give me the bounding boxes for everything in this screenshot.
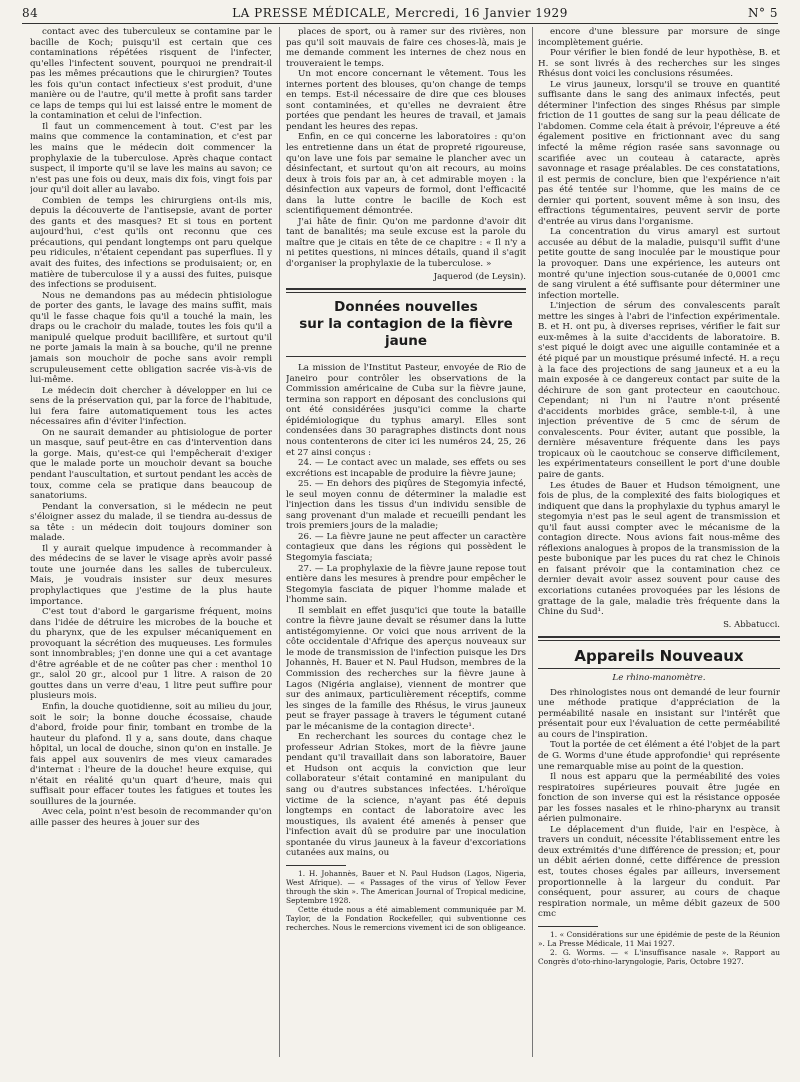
paragraph: 24. — Le contact avec un malade, ses effets ou ses excrétions est incapable de produire la fièvre jaune;	[286, 458, 526, 479]
footnote: 1. « Considérations sur une épidémie de peste de la Réunion ». La Presse Médicale, 11 Mai 1927.	[538, 929, 780, 948]
paragraph: Pour vérifier le bien fondé de leur hypothèse, B. et H. se sont livrés à des recherches sur les singes Rhésus dont voici les conclusions résumées.	[538, 48, 780, 80]
paragraph: Le déplacement d'un fluide, l'air en l'espèce, à travers un conduit, nécessite l'établissement entre les deux extrémités d'une différence de pression; et, pour un débit aérien donné, cette différence de pression est, toutes choses égales par ailleurs, inversement proportionnelle à la largeur du conduit. Par conséquent, pour assurer, au cours de chaque respiration normale, un même débit gazeux de 500 cmc	[538, 824, 780, 920]
paragraph: Il y aurait quelque impudence à recommander à des médecins de se laver le visage après avoir passé toute une journée dans les salles de tuberculeux. Mais, je voudrais insister sur deux mesures prophylactiques que j'estime de la plus haute importance.	[30, 543, 272, 607]
page-number: 84	[22, 6, 39, 20]
paragraph: Il semblait en effet jusqu'ici que toute la bataille contre la fièvre jaune devait se résumer dans la lutte antistégomyienne. Or voici que nous arrivent de la côte occidentale d'Afrique des aperçus nouveaux sur le mode de transmission de l'infection puisque les Drs Johannès, H. Bauer et N. Paul Hudson, membres de la Commission des recherches sur la fièvre jaune à Lagos (Nigéria anglaise), viennent de montrer que sur des animaux, particulièrement réceptifs, comme les singes de la famille des Rhésus, le virus jauneux peut se frayer passage à travers le tégument cutané par le mécanisme de la contagion directe¹.	[286, 605, 526, 732]
paragraph: 26. — La fièvre jaune ne peut affecter un caractère contagieux que dans les régions qui possèdent le Stegomyia fasciata;	[286, 531, 526, 563]
section-title	[286, 299, 526, 350]
section-rule	[286, 356, 526, 357]
section-subheading: Le rhino-manomètre.	[612, 673, 706, 684]
paragraph: Tout la portée de cet élément a été l'objet de la part de G. Worms d'une étude approfondie¹ qui représente une remarquable mise au point de la question.	[538, 740, 780, 772]
journal-running-title: LA PRESSE MÉDICALE, Mercredi, 16 Janvier 1929	[232, 6, 568, 20]
paragraph: Les études de Bauer et Hudson témoignent, une fois de plus, de la complexité des faits biologiques et indiquent que dans la prophylaxie du typhus amaryl le stegomyia n'est pas le seul agent de transmission et qu'il faut aussi compter avec le mécanisme de la contagion directe. Nous avions fait nous-même des réflexions analogues à propos de la transmission de la peste bubonique par les puces du rat chez le Chinois en faisant prévoir que la contamination chez ce dernier devait avoir assez souvent pour cause des excoriations cutanées provoquées par les lésions de grattage de la gale, maladie très fréquente dans la Chine du Sud¹.	[538, 480, 780, 618]
paragraph: places de sport, ou à ramer sur des rivières, non pas qu'il soit mauvais de faire ces choses-là, mais je me demande comment les internes de chez nous en trouveraient le temps.	[286, 27, 526, 69]
section-rule	[538, 636, 780, 638]
section-rule	[538, 668, 780, 669]
paragraph: J'ai hâte de finir. Qu'on me pardonne d'avoir dit tant de banalités; ma seule excuse est la parole du maître que je citais en tête de ce chapitre : « Il n'y a ni petites questions, ni minces détails, quand il s'agit d'organiser la prophylaxie de la tuberculose. »	[286, 216, 526, 270]
paragraph: L'injection de sérum des convalescents paraît mettre les singes à l'abri de l'infection expérimentale. B. et H. ont pu, à diverses reprises, vérifier le fait sur eux-mêmes à la suite d'accidents de laboratoire. B. s'est piqué le doigt avec une aiguille contaminée et a été piqué par un moustique présumé infecté. H. a reçu à la face des projections de sang jauneux et a eu la main exposée à ce dangereux contact par suite de la déchirure de son gant protecteur en caoutchouc. Cependant; ni l'un ni l'autre n'ont présenté d'accidents morbides grâce, semble-t-il, à une injection préventive de 5 cmc de sérum de convalescents. Pour éviter, autant que possible, la dernière mésaventure fréquente dans les pays tropicaux où le caoutchouc se conserve difficilement, les expérimentateurs conseillent le port d'une double paire de gants.	[538, 301, 780, 480]
section-rule	[286, 292, 526, 293]
paragraph: Un mot encore concernant le vêtement. Tous les internes portent des blouses, qu'on change de temps en temps. Est-il nécessaire de dire que ces blouses sont contaminées, et qu'elles ne devraient être portées que pendant les heures de travail, et jamais pendant les heures des repas.	[286, 69, 526, 132]
paragraph: C'est tout d'abord le gargarisme fréquent, moins dans l'idée de détruire les microbes de la bouche et du pharynx, que de les expulser mécaniquement en provoquant la sécrétion des muqueuses. Les formules sont innombrables; j'en donne une qui a cet avantage d'être agréable et de ne coûter pas cher : menthol 10 gr., salol 20 gr., alcool pur 1 litre. A raison de 20 gouttes dans un verre d'eau, 1 litre peut suffire pour plusieurs mois.	[30, 607, 272, 702]
footnote: Cette étude nous a été aimablement communiquée par M. Taylor, de la Fondation Rockefeller, qui subventionne ces recherches. Nous le remercions vivement ici de son obligeance.	[286, 904, 526, 932]
paragraph: Des rhinologistes nous ont demandé de leur fournir une méthode pratique d'appréciation de la perméabilité nasale en insistant sur l'intérêt que présentait pour eux l'évaluation de cette perméabilité au cours de l'inspiration.	[538, 687, 780, 740]
footnote-separator	[286, 865, 346, 866]
section-title-line: Données nouvelles	[334, 299, 478, 316]
paragraph: Le virus jauneux, lorsqu'il se trouve en quantité suffisante dans le sang des animaux infectés, peut déterminer l'infection des singes Rhésus par simple friction de 11 gouttes de sang sur la peau délicate de l'abdomen. Comme cela était à prévoir, l'épreuve a été également positive en frictionnant avec du sang infecté la même région rasée sans savonnage ou scarifiée avec un couteau à cataracte, après savonnage et rasage préalables. De ces constatations, il est permis de conclure, bien que l'expérience n'ait pas été tentée sur l'homme, que les mains de ce dernier qui portent, souvent même à son insu, des effractions tégumentaires, peuvent servir de porte d'entrée au virus dans l'organisme.	[538, 79, 780, 227]
footnote-separator	[538, 926, 598, 927]
footnote: 1. H. Johannès, Bauer et N. Paul Hudson (Lagos, Nigeria, West Afrique). — « Passages of the virus of Yellow Fever through the skin ». The American Journal of Tropical medicine, Septembre 1928.	[286, 868, 526, 905]
paragraph: Combien de temps les chirurgiens ont-ils mis, depuis la découverte de l'antisepsie, avant de porter des gants et des masques? Et si tous en portent aujourd'hui, c'est qu'ils ont reconnu que ces précautions, qui pendant longtemps ont paru quelque peu ridicules, n'étaient cependant pas superflues. Il y avait des fuites, des infections se produisaient; or, en matière de tuberculose il y a aussi des fuites, puisque des infections se produisent.	[30, 195, 272, 291]
header-rule	[22, 23, 778, 24]
section-rule	[538, 640, 780, 641]
article-signature: S. Abbatucci.	[723, 619, 780, 630]
paragraph: La concentration du virus amaryl est surtout accusée au début de la maladie, puisqu'il suffit d'une petite goutte de sang inoculée par le moustique pour la provoquer. Dans une expérience, les auteurs ont montré qu'une injection sous-cutanée de 0,0001 cmc de sang virulent a été suffisante pour déterminer une infection mortelle.	[538, 227, 780, 301]
paragraph: En recherchant les sources du contage chez le professeur Adrian Stokes, mort de la fièvre jaune pendant qu'il travaillait dans son laboratoire, Bauer et Hudson ont acquis la conviction que leur collaborateur s'était contaminé en manipulant du sang ou d'autres substances infectées. L'héroïque victime de la science, n'ayant pas été depuis longtemps en contact de laboratoire avec les moustiques, ils avaient été amenés à penser que l'infection avait dû se produire par une inoculation spontanée du virus jauneux à la faveur d'excoriations cutanées aux mains, ou	[286, 732, 526, 859]
paragraph: Avec cela, point n'est besoin de recommander qu'on aille passer des heures à jouer sur des	[30, 807, 272, 829]
section-title: Appareils Nouveaux	[574, 647, 744, 666]
paragraph: Il nous est apparu que la perméabilité des voies respiratoires supérieures pouvait être jugée en fonction de son inverse qui est la résistance opposée par les fosses nasales et le rhino-pharynx au transit aérien pulmonaire.	[538, 772, 780, 825]
paragraph: On ne saurait demander au phtisiologue de porter un masque, sauf peut-être en cas d'intervention dans la gorge. Mais, qu'est-ce qui l'empêcherait d'exiger que le malade porte un mouchoir devant sa bouche pendant l'auscultation, et surtout pendant les accès de toux, comme cela se pratique dans beaucoup de sanatoriums.	[30, 427, 272, 502]
column-divider	[279, 27, 280, 1057]
section-rule	[286, 288, 526, 290]
paragraph: 25. — En dehors des piqûres de Stegomyia infecté, le seul moyen connu de déterminer la maladie est l'injection dans les tissus d'un individu sensible de sang provenant d'un malade et recueilli pendant les trois premiers jours de la maladie;	[286, 479, 526, 532]
paragraph: 27. — La prophylaxie de la fièvre jaune repose tout entière dans les mesures à prendre pour empêcher le Stegomyia fasciata de piquer l'homme malade et l'homme sain.	[286, 563, 526, 606]
paragraph: Pendant la conversation, si le médecin ne peut s'éloigner assez du malade, il se tiendra au-dessus de sa tête : un médecin doit toujours dominer son malade.	[30, 501, 272, 544]
paragraph: La mission de l'Institut Pasteur, envoyée de Rio de Janeiro pour contrôler les observations de la Commission américaine de Cuba sur la fièvre jaune, termina son rapport en déposant des conclusions qui ont été considérées jusqu'ici comme la charte épidémiologique du typhus amaryl. Elles sont condensées dans 30 paragraphes distincts dont nous nous contenterons de citer ici les numéros 24, 25, 26 et 27 ainsi conçus :	[286, 363, 526, 458]
paragraph: encore d'une blessure par morsure de singe incomplètement guérie.	[538, 27, 780, 48]
article-signature: Jaquerod (de Leysin).	[433, 271, 526, 282]
issue-number: N° 5	[748, 6, 778, 20]
paragraph: Nous ne demandons pas au médecin phtisiologue de porter des gants, le lavage des mains suffit, mais qu'il le fasse chaque fois qu'il a touché la main, les draps ou le crachoir du malade, toutes les fois qu'il a manipulé quelque produit bacillifère, et surtout qu'il ne porte jamais la main à sa bouche, qu'il ne prenne jamais son mouchoir de poche sans avoir rempli scrupuleusement cette obligation sacrée vis-à-vis de lui-même.	[30, 290, 272, 386]
paragraph: contact avec des tuberculeux se contamine par le bacille de Koch; puisqu'il est certain que ces contaminations répétées risquent de l'infecter, qu'elles l'infectent souvent, pourquoi ne prendrait-il pas les mêmes précautions que le chirurgien? Toutes les fois qu'un contact infectieux s'est produit, d'une manière ou de l'autre, qu'il mette à profit sans tarder ce laps de temps qui lui est laissé entre le moment de la contamination et celui de l'infection.	[30, 27, 272, 122]
section-title-line: sur la contagion de la fièvre jaune	[299, 316, 513, 350]
paragraph: Enfin, en ce qui concerne les laboratoires : qu'on les entretienne dans un état de propreté rigoureuse, qu'on lave une fois par semaine le plancher avec un désinfectant, et surtout qu'on ait recours, au moins deux à trois fois par an, à cet admirable moyen : la désinfection aux vapeurs de formol, dont l'efficacité dans la lutte contre le bacille de Koch est scientifiquement démontrée.	[286, 132, 526, 217]
page-header	[22, 6, 778, 24]
column-2	[286, 27, 526, 1057]
paragraph: Enfin, la douche quotidienne, soit au milieu du jour, soit le soir; la bonne douche écossaise, chaude d'abord, froide pour finir, tombant en trombe de la hauteur du plafond. Il y a, sans doute, dans chaque hôpital, un local de douche, sinon qu'on en installe. Je fais appel aux souvenirs de mes vieux camarades d'internat : l'heure de la douche! heure exquise, qui n'était en réalité qu'un quart d'heure, mais qui suffisait pour effacer toutes les fatigues et toutes les souillures de la journée.	[30, 702, 272, 807]
paragraph: Il faut un commencement à tout. C'est par les mains que commence la contamination, et c'est par les mains que le médecin doit commencer la prophylaxie de la tuberculose. Après chaque contact suspect, il importe qu'il se lave les mains au savon; ce n'est pas une fois ou deux, mais dix fois, vingt fois par jour qu'il doit aller au lavabo.	[30, 121, 272, 196]
paragraph: Le médecin doit chercher à développer en lui ce sens de la préservation qui, par la force de l'habitude, lui fera faire automatiquement tous les actes nécessaires afin d'éviter l'infection.	[30, 385, 272, 428]
column-1	[30, 27, 272, 1057]
footnote: 2. G. Worms. — « L'insuffisance nasale ». Rapport au Congrès d'oto-rhino-laryngologie, Paris, Octobre 1927.	[538, 947, 780, 966]
column-3	[538, 27, 780, 1057]
column-divider	[532, 27, 533, 1057]
